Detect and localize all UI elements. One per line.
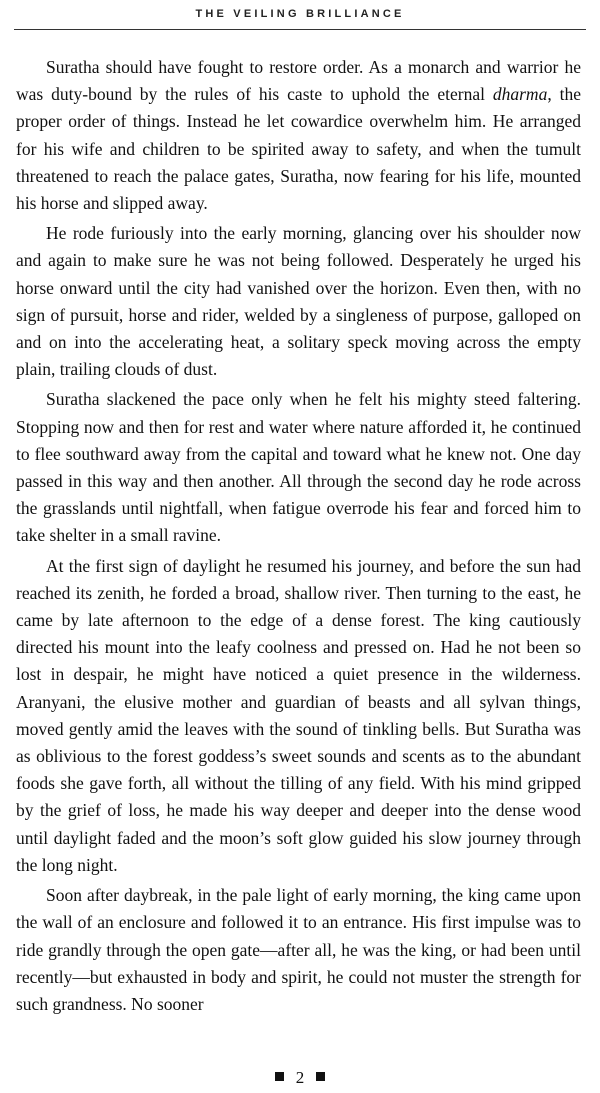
paragraph-1: [16, 54, 581, 217]
right-square-ornament: [316, 1072, 325, 1081]
body-text: [16, 54, 581, 1018]
header-rule: [14, 29, 586, 30]
running-head: THE VEILING BRILLIANCE: [195, 8, 405, 20]
paragraph-4: At the first sign of daylight he resumed his journey, and before the sun had reached its zenith, he forded a broad, shallow river. Then turning to the east, he came by late afternoon to the edge of a dense forest. The king cautiously directed his mount into the leafy coolness and pressed on. Had he not been so lost in despair, he might have noticed a quiet presence in the wilderness. Aranyani, the elusive mother and guardian of beasts and all sylvan things, moved gently amid the leaves with the sound of tinkling bells. But Suratha was as oblivious to the forest goddess’s sweet sounds and scents as to the abundant foods she gave forth, all without the tilling of any field. With his mind gripped by the grief of loss, he made his way deeper and deeper into the dense wood until daylight faded and the moon’s soft glow guided his slow journey through the long night.: [16, 555, 581, 875]
paragraph-1-text: Suratha should have fought to restore order. As a monarch and warrior he was duty-bound by the rules of his caste to uphold the eternal: [16, 57, 581, 105]
paragraph-2: He rode furiously into the early morning, glancing over his shoulder now and again to make sure he was not being followed. Desperately he urged his horse onward until the city had vanished over the horizon. Even then, with no sign of pursuit, horse and rider, welded by a singleness of purpose, galloped on and on into the accelerating heat, a solitary speck moving across the empty plain, trailing clouds of dust.: [16, 223, 581, 380]
paragraph-1-italic-term: dharma: [492, 84, 548, 105]
left-square-ornament: [275, 1072, 284, 1081]
page-number: 2: [295, 1068, 305, 1087]
paragraph-5: Soon after daybreak, in the pale light of early morning, the king came upon the wall of an enclosure and followed it to an entrance. His first impulse was to ride grandly through the open gate—after all, he was the king, or had been until recently—but exhausted in body and spirit, he could not muster the strength for such grandness. No sooner: [16, 885, 581, 1014]
paragraph-3: Suratha slackened the pace only when he felt his mighty steed faltering. Stopping now and then for rest and water where nature afforded it, he continued to flee southward away from the capital and toward what he knew not. One day passed in this way and then another. All through the second day he rode across the grasslands until nightfall, when fatigue overrode his fear and forced him to take shelter in a small ravine.: [16, 389, 581, 546]
paragraph-1-text-after: , the proper order of things. Instead he let cowardice overwhelm him. He arranged for his wife and children to be spirited away to safety, and when the tumult threatened to reach the palace gates, Suratha, now fearing for his life, mounted his horse and slipped away.: [16, 84, 581, 214]
page-footer: [0, 1068, 600, 1088]
